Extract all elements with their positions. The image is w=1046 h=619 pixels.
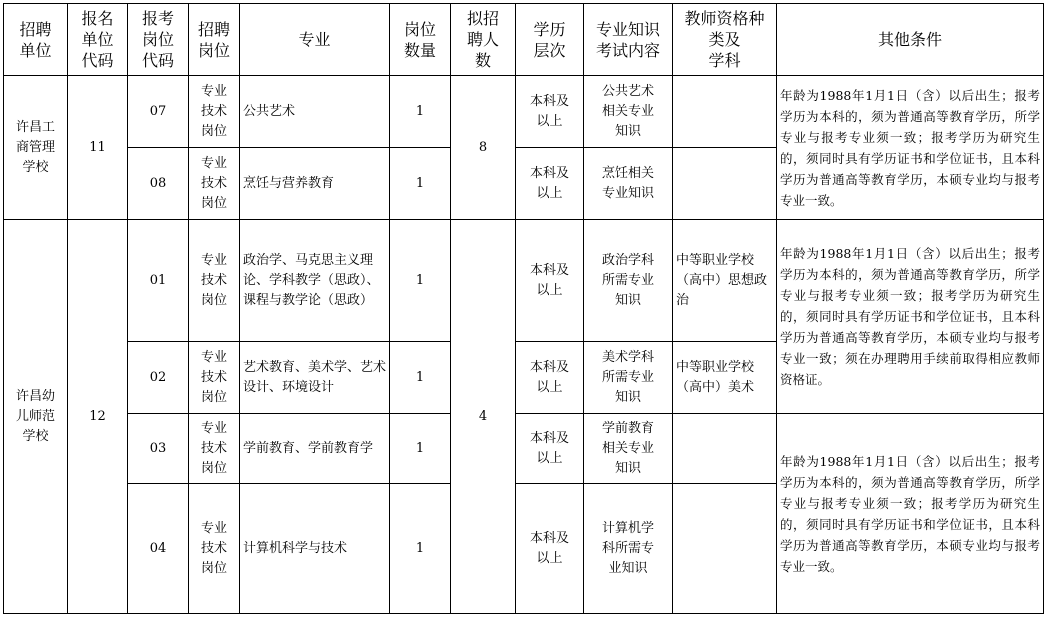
header-post-count: 岗位 数量	[390, 4, 451, 76]
other-conditions: 年龄为1988年1月1日（含）以后出生；报考学历为本科的，须为普通高等教育学历，所学专业与报考专业须一致；报考学历为研究生的，须同时具有学历证书和学位证书，且本科学历为普通高等教育学历，本硕专业均与报考专业一致。	[777, 76, 1044, 220]
header-row	[4, 4, 1044, 76]
recruitment-table	[3, 3, 1044, 614]
post-type: 专业 技术 岗位	[189, 220, 240, 342]
teacher-cert	[673, 148, 777, 220]
post-type: 专业 技术 岗位	[189, 414, 240, 484]
unit-name: 许昌工 商管理 学校	[4, 76, 68, 220]
teacher-cert	[673, 484, 777, 614]
exam-content: 美术学科 所需专业 知识	[584, 342, 673, 414]
post-count: 1	[390, 76, 451, 148]
teacher-cert	[673, 76, 777, 148]
post-count: 1	[390, 220, 451, 342]
education: 本科及 以上	[516, 220, 584, 342]
unit-name: 许昌幼 儿师范 学校	[4, 220, 68, 614]
teacher-cert: 中等职业学校（高中）美术	[673, 342, 777, 414]
table-row	[4, 76, 1044, 148]
post-code: 03	[128, 414, 189, 484]
planned-count: 8	[451, 76, 516, 220]
header-teacher-cert: 教师资格种 类及 学科	[673, 4, 777, 76]
major: 烹饪与营养教育	[240, 148, 390, 220]
education: 本科及 以上	[516, 76, 584, 148]
post-code: 07	[128, 76, 189, 148]
planned-count: 4	[451, 220, 516, 614]
header-exam: 专业知识 考试内容	[584, 4, 673, 76]
post-count: 1	[390, 148, 451, 220]
table-row	[4, 414, 1044, 484]
post-type: 专业 技术 岗位	[189, 76, 240, 148]
other-conditions: 年龄为1988年1月1日（含）以后出生；报考学历为本科的，须为普通高等教育学历，所学专业与报考专业须一致；报考学历为研究生的，须同时具有学历证书和学位证书，且本科学历为普通高等教育学历，本硕专业均与报考专业一致；须在办理聘用手续前取得相应教师资格证。	[777, 220, 1044, 414]
header-post-type: 招聘 岗位	[189, 4, 240, 76]
education: 本科及 以上	[516, 414, 584, 484]
major: 计算机科学与技术	[240, 484, 390, 614]
exam-content: 计算机学 科所需专 业知识	[584, 484, 673, 614]
post-code: 04	[128, 484, 189, 614]
post-type: 专业 技术 岗位	[189, 148, 240, 220]
exam-content: 政治学科 所需专业 知识	[584, 220, 673, 342]
exam-content: 烹饪相关 专业知识	[584, 148, 673, 220]
teacher-cert	[673, 414, 777, 484]
header-post-code: 报考 岗位 代码	[128, 4, 189, 76]
education: 本科及 以上	[516, 484, 584, 614]
education: 本科及 以上	[516, 342, 584, 414]
exam-content: 学前教育 相关专业 知识	[584, 414, 673, 484]
header-major: 专业	[240, 4, 390, 76]
unit-code: 12	[68, 220, 128, 614]
post-count: 1	[390, 484, 451, 614]
post-code: 01	[128, 220, 189, 342]
exam-content: 公共艺术 相关专业 知识	[584, 76, 673, 148]
header-unit-code: 报名 单位 代码	[68, 4, 128, 76]
other-conditions: 年龄为1988年1月1日（含）以后出生；报考学历为本科的，须为普通高等教育学历，所学专业与报考专业须一致；报考学历为研究生的，须同时具有学历证书和学位证书，且本科学历为普通高等教育学历，本硕专业均与报考专业一致。	[777, 414, 1044, 614]
unit-code: 11	[68, 76, 128, 220]
post-code: 02	[128, 342, 189, 414]
post-count: 1	[390, 342, 451, 414]
post-type: 专业 技术 岗位	[189, 342, 240, 414]
post-type: 专业 技术 岗位	[189, 484, 240, 614]
header-unit: 招聘 单位	[4, 4, 68, 76]
header-planned: 拟招 聘人 数	[451, 4, 516, 76]
post-count: 1	[390, 414, 451, 484]
header-education: 学历 层次	[516, 4, 584, 76]
post-code: 08	[128, 148, 189, 220]
teacher-cert: 中等职业学校（高中）思想政治	[673, 220, 777, 342]
education: 本科及 以上	[516, 148, 584, 220]
major: 学前教育、学前教育学	[240, 414, 390, 484]
major: 公共艺术	[240, 76, 390, 148]
table-row	[4, 220, 1044, 342]
header-other: 其他条件	[777, 4, 1044, 76]
major: 艺术教育、美术学、艺术设计、环境设计	[240, 342, 390, 414]
major: 政治学、马克思主义理论、学科教学（思政）、课程与教学论（思政）	[240, 220, 390, 342]
